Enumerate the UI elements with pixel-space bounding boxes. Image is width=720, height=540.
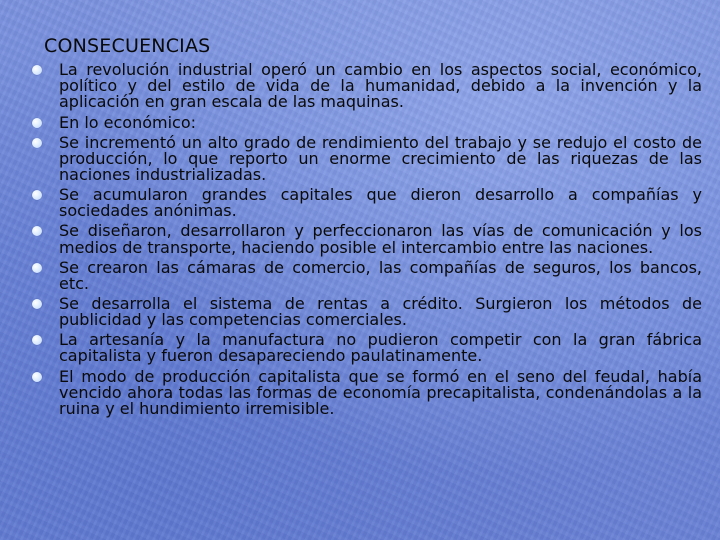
bullet-item-crafts [32, 332, 702, 364]
bullet-list [32, 62, 702, 421]
bullet-item-economic [32, 112, 702, 132]
bullet-item-productivity [32, 132, 702, 184]
bullet-text: En lo económico: [59, 112, 197, 132]
bullet-icon [32, 190, 42, 200]
bullet-text: La artesanía y la manufactura no pudieron competir con la gran fábrica capitalista y fueron desapareciendo paulatinamente. [59, 330, 702, 366]
bullet-icon [32, 299, 42, 309]
slide-title: CONSECUENCIAS [44, 35, 211, 57]
bullet-icon [32, 118, 42, 128]
bullet-text: Se crearon las cámaras de comercio, las compañías de seguros, los bancos, etc. [59, 257, 702, 293]
bullet-item-revolution [32, 62, 702, 111]
bullet-item-capitalism [32, 366, 702, 418]
bullet-text: Se diseñaron, desarrollaron y perfeccionaron las vías de comunicación y los medios de transporte, haciendo posible el intercambio entre las naciones. [59, 221, 702, 257]
bullet-item-commerce [32, 257, 702, 293]
bullet-item-transport [32, 223, 702, 255]
bullet-text: La revolución industrial operó un cambio en los aspectos social, económico, político y del estilo de vida de la humanidad, debido a la invención y la aplicación en gran escala de las maquinas. [59, 60, 702, 112]
bullet-icon [32, 263, 42, 273]
bullet-text: El modo de producción capitalista que se formó en el seno del feudal, había vencido ahora todas las formas de economía precapitalista, condenándolas a la ruina y el hundimiento irremisible. [59, 366, 702, 418]
bullet-icon [32, 138, 42, 148]
bullet-text: Se desarrolla el sistema de rentas a crédito. Surgieron los métodos de publicidad y las competencias comerciales. [59, 293, 702, 330]
bullet-icon [32, 226, 42, 236]
bullet-icon [32, 65, 42, 75]
bullet-icon [32, 335, 42, 345]
bullet-icon [32, 372, 42, 382]
bullet-text: Se incrementó un alto grado de rendimiento del trabajo y se redujo el costo de producción, lo que reporto un enorme crecimiento de las riquezas de las naciones industrializadas. [59, 132, 702, 184]
bullet-item-capital [32, 187, 702, 219]
bullet-item-credit [32, 293, 702, 330]
bullet-text: Se acumularon grandes capitales que dieron desarrollo a compañías y sociedades anónimas. [59, 185, 702, 221]
